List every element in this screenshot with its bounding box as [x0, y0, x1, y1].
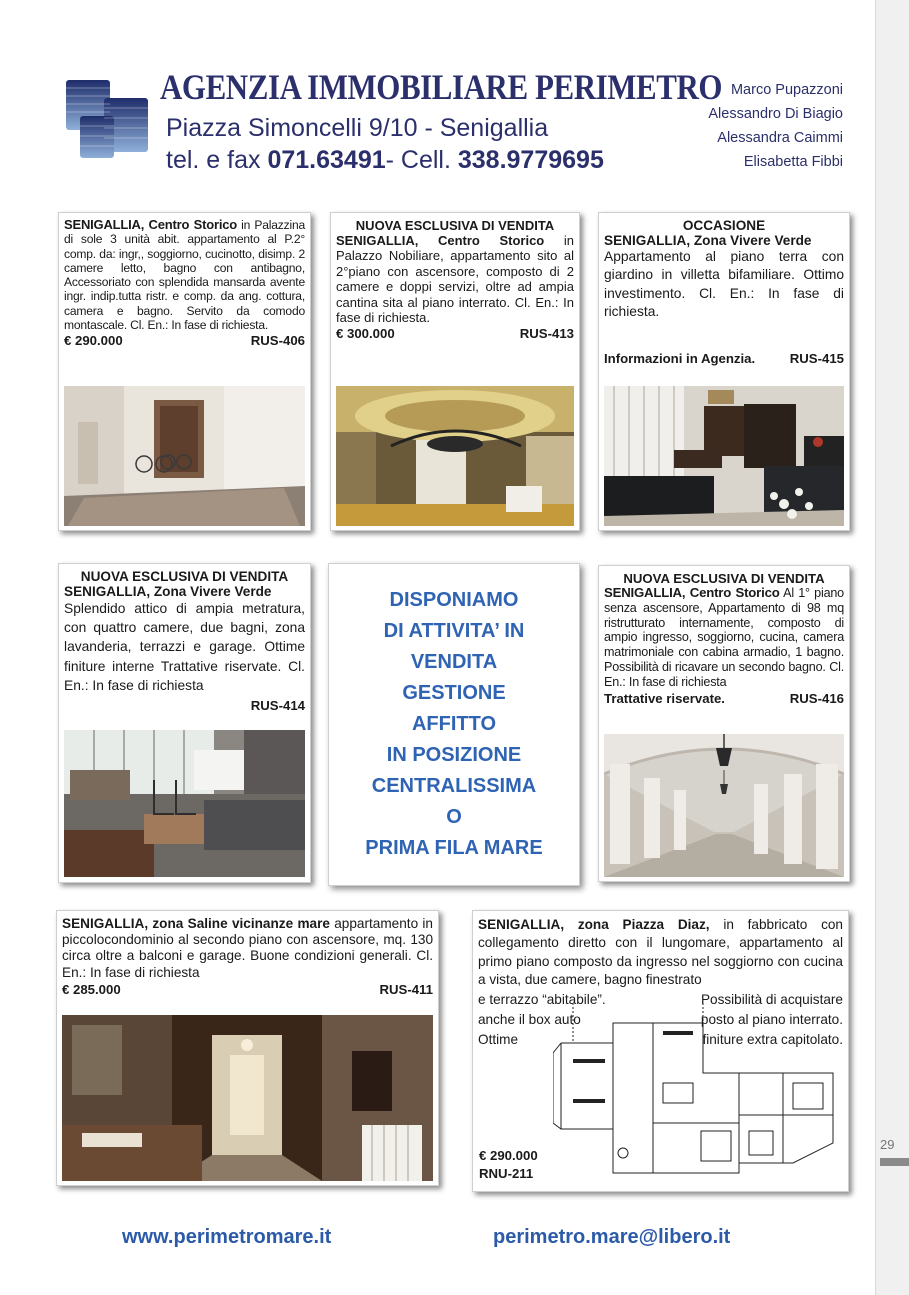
listing-description: in Palazzo Nobiliare, appartamento sito al 2°piano con ascensore, composto di 2 camere e doppi servizi, oltre ad ampia cantina sita al piano interrato. Cl. En.: In fase di richiesta. [336, 233, 575, 326]
phone-number: 071.63491 [267, 146, 386, 174]
listing-code: RUS-414 [250, 698, 305, 713]
listing-code: RUS-406 [250, 333, 305, 349]
listing-location: SENIGALLIA, Centro Storico [336, 233, 545, 248]
cell-number: 338.9779695 [457, 146, 604, 174]
listing-code: RNU-211 [479, 1166, 534, 1181]
page-margin-band [875, 0, 909, 1295]
listing-location: SENIGALLIA, Centro Storico [64, 217, 238, 232]
listing-text [62, 916, 433, 981]
listing-card-rus-413 [330, 212, 580, 531]
listing-text [478, 916, 843, 990]
listing-price-block [479, 1147, 538, 1183]
price-row [62, 982, 433, 998]
listing-headline: NUOVA ESCLUSIVA DI VENDITA [623, 571, 825, 586]
listing-code: RUS-415 [789, 351, 844, 366]
promo-line: IN POSIZIONE [386, 744, 522, 766]
listing-location: SENIGALLIA, zona Piazza Diaz, [478, 917, 710, 932]
page-number: 29 [880, 1137, 895, 1152]
listing-info: Trattative riservate. [604, 690, 725, 706]
agency-phone-line [166, 146, 604, 175]
listing-photo-penthouse-living [64, 730, 305, 877]
promo-line: DISPONIAMO [389, 589, 519, 611]
listing-line: anche il box auto [478, 1011, 581, 1027]
promo-line: GESTIONE [402, 682, 506, 704]
listing-code: RUS-416 [789, 690, 844, 706]
listing-text [336, 233, 574, 325]
listing-card-rus-411 [56, 910, 439, 1186]
listing-location: SENIGALLIA, Zona Vivere Verde [64, 584, 272, 599]
listing-card-rus-406 [58, 212, 311, 531]
price-row [336, 326, 574, 342]
listing-headline: NUOVA ESCLUSIVA DI VENDITA [355, 218, 555, 233]
listing-description: Al 1° piano senza ascensore, Appartamento di 98 mq ristrutturato internamente, composto di ampio ingresso, soggiorno, cucina, camera matrimoniale con cabina armadio, 1 bagno. Possibilità di ricavare un secondo bagno. Cl. En.: In fase di richiesta [604, 586, 844, 689]
listing-photo-corridor [62, 1015, 433, 1181]
listing-location: SENIGALLIA, Centro Storico [604, 585, 780, 600]
listing-location: SENIGALLIA, zona Saline vicinanze mare [62, 916, 330, 931]
promo-line: VENDITA [410, 651, 498, 673]
listing-text [604, 586, 844, 690]
listing-price: € 285.000 [62, 981, 121, 997]
listing-code: RUS-411 [379, 981, 433, 997]
listing-description: appartamento in piccolocondominio al secondo piano con ascensore, mq. 130 circa oltre a balconi e garage. Buone condizioni generali. Cl. En.: In fase di richiesta [62, 916, 433, 980]
listing-price: € 300.000 [336, 326, 395, 342]
agent-name: Elisabetta Fibbi [743, 154, 843, 170]
listing-card-rus-414 [58, 563, 311, 883]
agency-address: Piazza Simoncelli 9/10 - Senigallia [166, 114, 549, 142]
promo-line: O [446, 806, 462, 828]
listing-card-rnu-211 [472, 910, 849, 1192]
listing-description: Splendido attico di ampia metratura, con quattro camere, due bagni, zona lavanderia, terrazzi e garage. Ottime finiture interne Trattative riservate. Cl. En.: In fase di richiesta [64, 601, 305, 693]
listing-description: in fabbricato con collegamento diretto con il lungomare, appartamento al primo piano composto da ingresso nel soggiorno con cucina a vista, due camere, bagno finestrato [478, 917, 843, 988]
phone-prefix: tel. e fax [166, 146, 268, 174]
agent-name: Alessandro Di Biagio [708, 106, 843, 122]
agent-name: Alessandra Caimmi [717, 130, 843, 146]
promo-line: PRIMA FILA MARE [365, 837, 543, 859]
footer-email-link[interactable]: perimetro.mare@libero.it [493, 1226, 731, 1248]
listing-card-rus-415 [598, 212, 850, 531]
listing-line: posto al piano interrato. [700, 1011, 843, 1027]
listing-line: Ottime [478, 1031, 519, 1047]
listing-line: finiture extra capitolato. [702, 1031, 843, 1047]
listing-photo-frescoed-salon [336, 386, 574, 526]
listing-photo-portico [604, 734, 844, 877]
listing-location: SENIGALLIA, Zona Vivere Verde [604, 233, 812, 248]
promo-line: DI ATTIVITA’ IN [383, 620, 525, 642]
promo-box [328, 563, 580, 886]
listing-card-rus-416 [598, 565, 850, 882]
agency-name: AGENZIA IMMOBILIARE PERIMETRO [160, 67, 723, 107]
price-row [64, 333, 305, 349]
footer-website-link[interactable]: www.perimetromare.it [122, 1226, 332, 1248]
listing-line: e terrazzo “abitabile”. [478, 991, 606, 1007]
listing-line: Possibilità di acquistare [700, 991, 843, 1007]
listing-price: € 290.000 [64, 333, 123, 349]
listing-description: Appartamento al piano terra con giardino in villetta bifamiliare. Ottimo investimento. Cl. En.: In fase di richiesta. [604, 249, 844, 320]
price-row [64, 698, 305, 714]
listing-photo-living-room [604, 386, 844, 526]
promo-line: CENTRALISSIMA [371, 775, 537, 797]
promo-line: AFFITTO [411, 713, 497, 735]
price-row [604, 691, 844, 707]
agent-name: Marco Pupazzoni [730, 82, 843, 98]
price-row [604, 351, 844, 367]
listing-code: RUS-413 [519, 326, 574, 342]
agency-logo [62, 72, 158, 168]
floor-plan-drawing [553, 1003, 839, 1187]
listing-photo-empty-room [64, 386, 305, 526]
listing-info: Informazioni in Agenzia. [604, 351, 756, 366]
agents-list [708, 78, 843, 174]
listing-text [64, 218, 305, 332]
listing-headline: NUOVA ESCLUSIVA DI VENDITA [80, 569, 289, 584]
listing-description: in Palazzina di sole 3 unità abit. appartamento al P.2° comp. da: ingr,, soggiorno, cucinotto, disimp. 2 camere letto, bagno con antibagno, Accessoriato con splendida mansarda avente ingr. indip.tutta ristr. e comp. da ang. cottura, camera e bagno. Servito da comodo montascale. Cl. En.: In fase di richiesta. [64, 218, 305, 333]
page-number-bar [880, 1158, 909, 1166]
listing-headline: OCCASIONE [682, 218, 766, 233]
listing-price: € 290.000 [479, 1148, 538, 1163]
cell-prefix: - Cell. [385, 146, 458, 174]
